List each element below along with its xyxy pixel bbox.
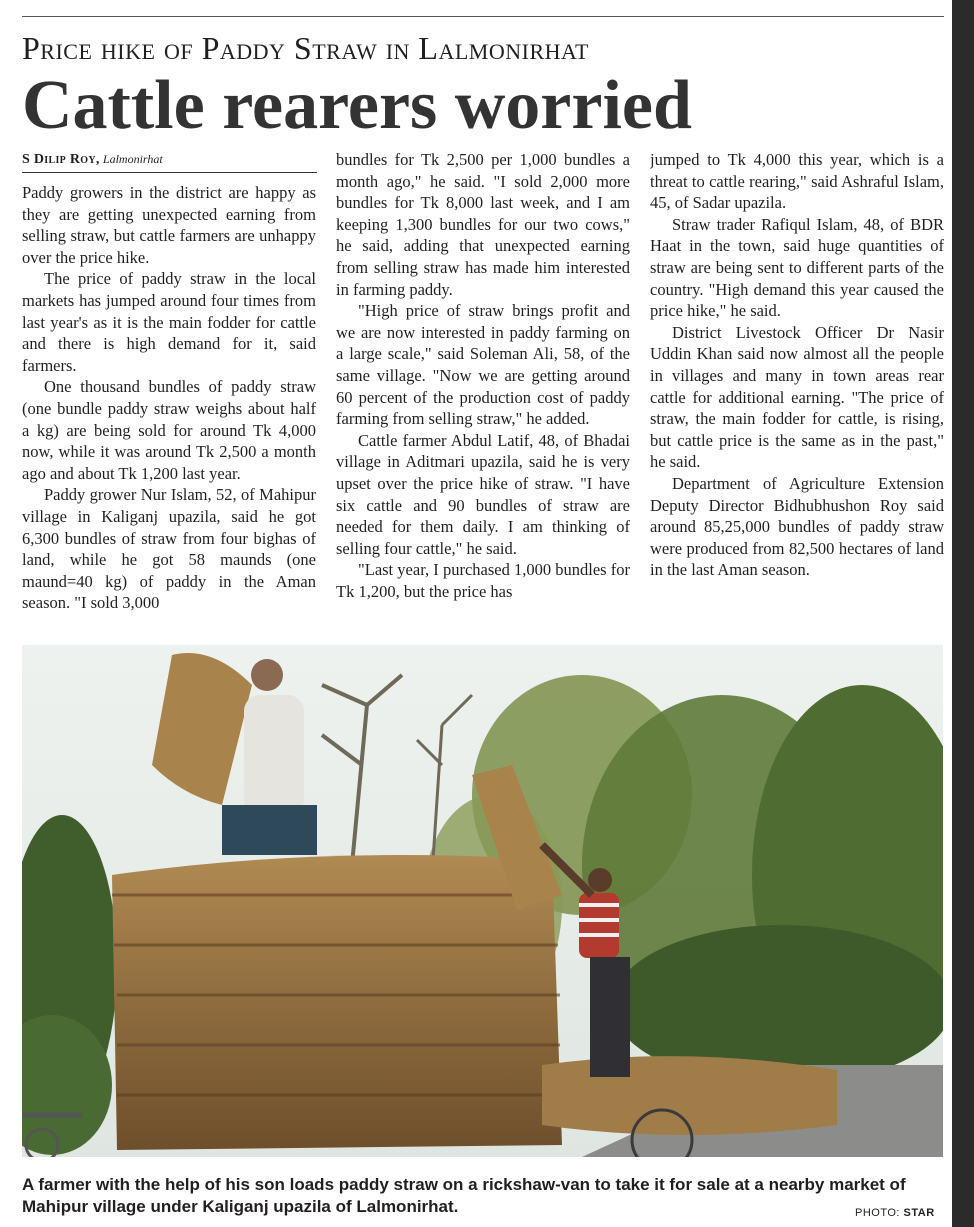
news-photo: [22, 645, 943, 1157]
photo-credit: [855, 1207, 935, 1219]
photo-credit-source: STAR: [903, 1207, 935, 1219]
article-column-3: [650, 149, 944, 642]
photo-illustration: [22, 645, 943, 1157]
page-edge-bar: [952, 0, 974, 1227]
paragraph: District Livestock Officer Dr Nasir Uddin Khan said now almost all the people in villages and many in town areas rear cattle for additional earning. "The price of straw, the main fodder for cattle, is rising, but cattle price is the same as in the past," he said.: [650, 322, 944, 472]
paragraph: Department of Agriculture Extension Deputy Director Bidhubhushon Roy said around 85,25,000 bundles of paddy straw were produced from 82,500 hectares of land in the last Aman season.: [650, 473, 944, 580]
article-headline: Cattle rearers worried: [22, 67, 692, 144]
paragraph: One thousand bundles of paddy straw (one bundle paddy straw weighs about half a kg) are being sold for around Tk 4,000 now, while it was around Tk 2,500 a month ago and about Tk 1,200 last year.: [22, 377, 316, 483]
byline-place: Lalmonirhat: [102, 152, 163, 166]
article-column-2: [336, 149, 630, 642]
paragraph: The price of paddy straw in the local markets has jumped around four times from last year's as it is the main fodder for cattle and there is high demand for it, said farmers.: [22, 269, 316, 375]
paragraph: "Last year, I purchased 1,000 bundles for Tk 1,200, but the price has: [336, 560, 630, 601]
byline: [22, 150, 317, 173]
byline-name: S Dilip Roy,: [22, 152, 100, 167]
paragraph: Paddy grower Nur Islam, 52, of Mahipur village in Kaliganj upazila, said he got 6,300 bundles of straw from four bighas of land, while he got 58 maunds (one maund=40 kg) of paddy in the Aman season. "I sold 3,000: [22, 485, 316, 613]
paragraph: "High price of straw brings profit and we are now interested in paddy farming on a large scale," said Soleman Ali, 58, of the same village. "Now we are getting around 60 percent of the production cost of paddy farming from selling straw," he added.: [336, 301, 630, 429]
paragraph: Cattle farmer Abdul Latif, 48, of Bhadai village in Aditmari upazila, said he is very upset over the price hike of straw. "I have six cattle and 90 bundles of straw are needed for them daily. I am thinking of selling four cattle," he said.: [336, 430, 630, 558]
paragraph: bundles for Tk 2,500 per 1,000 bundles a month ago," he said. "I sold 2,000 more bundles for Tk 8,000 last week, and I am keeping 1,300 bundles for our two cows," he said, adding that unexpected earning from selling straw has made him interested in farming paddy.: [336, 150, 630, 299]
article-kicker: Price hike of Paddy Straw in Lalmonirhat: [22, 30, 589, 66]
paragraph: Straw trader Rafiqul Islam, 48, of BDR Haat in the town, said huge quantities of straw are being sent to different parts of the country. "High demand this year caused the price hike," he said.: [650, 214, 944, 321]
photo-credit-label: PHOTO:: [855, 1207, 900, 1219]
article-column-1: [22, 182, 316, 642]
top-rule: [22, 16, 944, 17]
photo-caption: A farmer with the help of his son loads paddy straw on a rickshaw-van to take it for sale at a nearby market of Mahipur village under Kaliganj upazila of Lalmonirhat.: [22, 1175, 906, 1216]
paragraph: jumped to Tk 4,000 this year, which is a threat to cattle rearing," said Ashraful Islam, 45, of Sadar upazila.: [650, 150, 944, 213]
paragraph: Paddy growers in the district are happy as they are getting unexpected earning from selling straw, but cattle farmers are unhappy over the price hike.: [22, 183, 316, 267]
